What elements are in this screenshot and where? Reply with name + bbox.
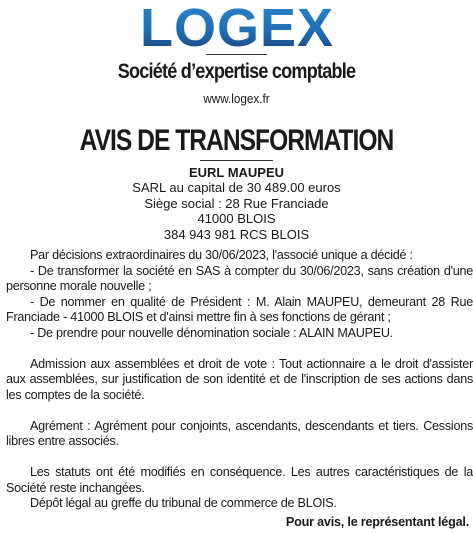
spacer bbox=[6, 403, 473, 419]
decision-item: - De prendre pour nouvelle dénomination sociale : ALAIN MAUPEU. bbox=[30, 325, 393, 340]
divider-title bbox=[200, 160, 273, 161]
agrement-paragraph: Agrément : Agrément pour conjoints, ascendants, descendants et tiers. Cessions libres entre associés. bbox=[6, 418, 473, 448]
company-name: EURL MAUPEU bbox=[188, 165, 285, 180]
notice-body bbox=[6, 248, 473, 512]
company-block bbox=[0, 165, 473, 242]
company-rcs: 384 943 981 RCS BLOIS bbox=[163, 226, 310, 242]
decision-intro: Par décisions extraordinaires du 30/06/2023, l'associé unique a décidé : bbox=[30, 248, 413, 262]
company-city: 41000 BLOIS bbox=[197, 211, 276, 227]
decision-item: - De transformer la société en SAS à compter du 30/06/2023, sans création d'une personne morale nouvelle ; bbox=[6, 263, 473, 293]
depot-paragraph: Dépôt légal au greffe du tribunal de commerce de BLOIS. bbox=[30, 496, 337, 510]
admission-paragraph: Admission aux assemblées et droit de vote : Tout actionnaire a le droit d'assister aux assemblées, sur justification de son identité et de l'inscription de ses actions dans les comptes de la société. bbox=[6, 356, 473, 402]
firm-website: www.logex.fr bbox=[203, 91, 270, 106]
company-capital: SARL au capital de 30 489.00 euros bbox=[132, 180, 341, 196]
logex-logo bbox=[0, 0, 473, 52]
spacer bbox=[6, 341, 473, 357]
decision-item: - De nommer en qualité de Président : M. Alain MAUPEU, demeurant 28 Rue Franciade - 41000 BLOIS et d'ainsi mettre fin à ses fonctions de gérant ; bbox=[6, 294, 473, 324]
company-address: Siège social : 28 Rue Franciade bbox=[144, 195, 329, 211]
signature-line: Pour avis, le représentant légal. bbox=[285, 515, 469, 529]
statuts-paragraph: Les statuts ont été modifiés en conséquence. Les autres caractéristiques de la Société reste inchangées. bbox=[6, 465, 473, 495]
firm-tagline: Société d’expertise comptable bbox=[117, 60, 356, 83]
notice-title: AVIS DE TRANSFORMATION bbox=[79, 124, 394, 157]
divider-top bbox=[206, 54, 267, 55]
logo-graphic bbox=[137, 0, 337, 52]
spacer bbox=[6, 450, 473, 466]
logo-wordmark: LOGEX bbox=[139, 0, 334, 52]
